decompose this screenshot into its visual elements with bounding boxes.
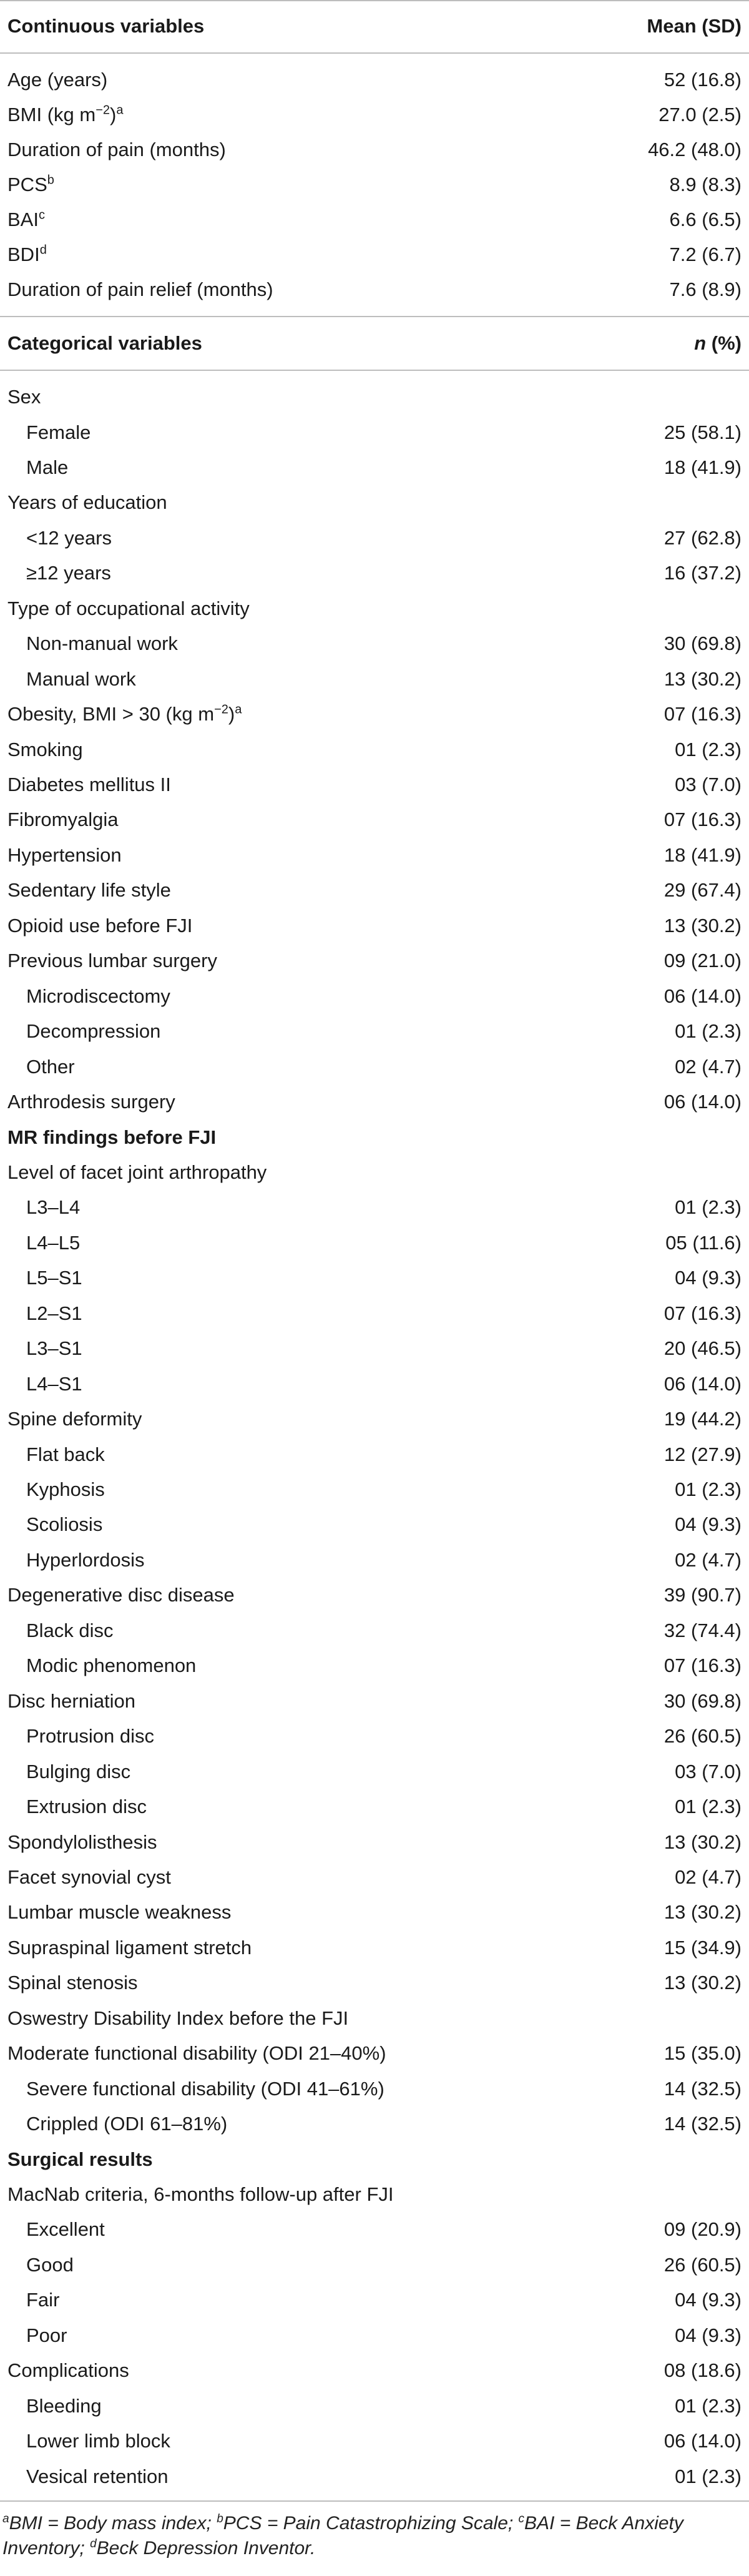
table-row <box>0 1507 749 1542</box>
row-label-text: Bleeding <box>26 2394 102 2417</box>
row-label-text: Moderate functional disability (ODI 21–40%) <box>7 2042 386 2065</box>
table-row <box>0 1613 749 1648</box>
row-label <box>26 1261 82 1295</box>
row-label <box>7 2001 348 2036</box>
table-row <box>0 237 749 272</box>
row-value: 52 (16.8) <box>663 69 742 91</box>
row-value: 02 (4.7) <box>675 1548 742 1571</box>
table-row <box>0 1331 749 1366</box>
row-label-text: Degenerative disc disease <box>7 1584 235 1606</box>
row-value: 18 (41.9) <box>663 843 742 866</box>
row-label <box>7 1155 267 1190</box>
row-value: 03 (7.0) <box>675 1760 742 1782</box>
table-row <box>0 943 749 978</box>
row-label <box>26 1050 75 1084</box>
row-label-text: Disc herniation <box>7 1689 136 1712</box>
row-label <box>7 732 83 767</box>
row-label <box>26 1648 196 1683</box>
row-value: 06 (14.0) <box>663 2430 742 2452</box>
row-label-text: Microdiscectomy <box>26 985 170 1007</box>
row-label <box>26 521 112 556</box>
table-row <box>0 2248 749 2283</box>
table-row <box>0 2389 749 2424</box>
row-label <box>26 1226 80 1261</box>
row-label-text: ≥12 years <box>26 562 111 584</box>
row-label-text: Sex <box>7 386 41 408</box>
table-row <box>0 380 749 415</box>
table-row <box>0 697 749 732</box>
table-row <box>0 1648 749 1683</box>
row-value: 07 (16.3) <box>663 1302 742 1324</box>
table-row <box>0 873 749 908</box>
header-continuous-value: Mean (SD) <box>647 15 742 37</box>
table-row <box>0 1014 749 1049</box>
row-value: 09 (20.9) <box>663 2218 742 2241</box>
row-value: 15 (34.9) <box>663 1936 742 1959</box>
table-row <box>0 1190 749 1225</box>
row-label <box>7 1825 157 1860</box>
row-value: 25 (58.1) <box>663 421 742 443</box>
top-rule <box>0 0 749 1</box>
table-row <box>0 2072 749 2107</box>
row-label-text: Poor <box>26 2324 67 2346</box>
row-value: 08 (18.6) <box>663 2359 742 2382</box>
table-row <box>0 1930 749 1965</box>
row-value: 30 (69.8) <box>663 1689 742 1712</box>
section-heading-row <box>0 1120 749 1155</box>
row-label <box>26 1190 80 1225</box>
table-row <box>0 272 749 307</box>
table-row <box>0 1578 749 1613</box>
row-value: 01 (2.3) <box>675 2394 742 2417</box>
row-label-text: Surgical results <box>7 2148 153 2170</box>
row-value: 02 (4.7) <box>675 1866 742 1888</box>
row-value: 27 (62.8) <box>663 526 742 549</box>
bottom-rule <box>0 2500 749 2502</box>
row-label <box>7 380 41 415</box>
row-label-text: PCS <box>7 174 47 195</box>
row-label <box>26 1367 82 1402</box>
row-label-text: ) <box>228 703 235 725</box>
row-label-footnote-mark: d <box>39 243 47 257</box>
row-label <box>7 943 217 978</box>
row-label-text: Diabetes mellitus II <box>7 774 171 795</box>
table-row <box>0 485 749 520</box>
table-row <box>0 838 749 873</box>
row-label <box>7 1684 135 1719</box>
row-label <box>7 1578 235 1613</box>
row-label <box>26 626 178 661</box>
header-categorical-value <box>694 326 742 361</box>
row-value: 02 (4.7) <box>675 1055 742 1078</box>
row-label <box>7 485 167 520</box>
table-footnote <box>2 2511 745 2561</box>
row-label-text: Facet synovial cyst <box>7 1866 171 1888</box>
row-label <box>7 1402 142 1437</box>
row-label <box>7 2036 386 2071</box>
row-label <box>26 2459 168 2494</box>
table-row <box>0 1895 749 1930</box>
table-row <box>0 132 749 167</box>
row-value: 04 (9.3) <box>675 2289 742 2311</box>
row-label-text: Spondylolisthesis <box>7 1831 157 1853</box>
table-row <box>0 2212 749 2247</box>
row-label <box>26 2248 74 2283</box>
row-value: 39 (90.7) <box>663 1584 742 1606</box>
row-label <box>26 1613 114 1648</box>
footnote-text: BMI = Body mass index; <box>9 2513 217 2534</box>
row-label <box>7 1895 231 1930</box>
header-categorical <box>0 326 749 361</box>
row-value: 13 (30.2) <box>663 914 742 937</box>
row-label <box>26 662 136 697</box>
footnote-text: PCS = Pain Catastrophizing Scale; <box>223 2513 519 2534</box>
row-label <box>26 1507 102 1542</box>
row-label-text: Type of occupational activity <box>7 597 250 619</box>
section-heading-row <box>0 2142 749 2177</box>
table-row <box>0 979 749 1014</box>
table-row <box>0 2107 749 2141</box>
row-value: 14 (32.5) <box>663 2113 742 2135</box>
table-row <box>0 1789 749 1824</box>
row-label <box>26 2424 170 2459</box>
row-label <box>7 2353 129 2388</box>
row-label-text: Black disc <box>26 1619 114 1641</box>
table-row <box>0 1084 749 1119</box>
table-row <box>0 1367 749 1402</box>
row-label-text: Manual work <box>26 667 136 690</box>
row-label-text: Years of education <box>7 491 167 514</box>
table-row <box>0 2283 749 2318</box>
row-label-text: Crippled (ODI 61–81%) <box>26 2113 228 2135</box>
row-label-text: Spine deformity <box>7 1408 142 1430</box>
header-rule <box>0 52 749 54</box>
table-row <box>0 908 749 943</box>
row-label <box>7 1860 171 1895</box>
row-label-text: Spinal stenosis <box>7 1972 138 1994</box>
table-row <box>0 97 749 132</box>
row-label-text: Other <box>26 1055 75 1078</box>
row-label <box>7 202 45 237</box>
row-label <box>26 1789 147 1824</box>
row-value: 01 (2.3) <box>675 1020 742 1043</box>
row-label-text: Supraspinal ligament stretch <box>7 1936 252 1959</box>
row-label <box>26 2283 59 2318</box>
row-label-text: Fair <box>26 2289 60 2311</box>
table-row <box>0 202 749 237</box>
row-label <box>26 450 68 485</box>
row-label-text: Female <box>26 421 91 443</box>
row-label <box>26 2212 105 2247</box>
row-label-text: MacNab criteria, 6-months follow-up after FJI <box>7 2183 394 2205</box>
row-label <box>7 591 250 626</box>
row-value: 01 (2.3) <box>675 1478 742 1500</box>
row-value: 03 (7.0) <box>675 774 742 795</box>
row-label-text: BDI <box>7 243 40 265</box>
footnote-mark: a <box>2 2512 9 2525</box>
row-label-text: L4–L5 <box>26 1231 81 1254</box>
row-label <box>7 1965 138 2000</box>
row-value: 01 (2.3) <box>675 1796 742 1817</box>
row-label <box>26 2389 102 2424</box>
row-label-text: Male <box>26 456 69 478</box>
row-value: 01 (2.3) <box>675 2465 742 2487</box>
row-label-text: <12 years <box>26 526 112 549</box>
row-value: 04 (9.3) <box>675 1267 742 1289</box>
table-row <box>0 450 749 485</box>
row-value: 30 (69.8) <box>663 632 742 655</box>
footnote-text: Beck Depression Inventor. <box>96 2538 316 2559</box>
row-label <box>7 167 54 202</box>
row-label-text: Lower limb block <box>26 2430 170 2452</box>
row-label-text: Arthrodesis surgery <box>7 1091 175 1113</box>
row-label-text: Hypertension <box>7 843 122 866</box>
table-row <box>0 591 749 626</box>
row-label <box>7 1120 216 1155</box>
row-value: 27.0 (2.5) <box>658 104 742 125</box>
row-label-text: L3–S1 <box>26 1337 82 1360</box>
table-row <box>0 1860 749 1895</box>
row-label <box>7 237 47 272</box>
footnote-mark: b <box>217 2512 223 2525</box>
row-label <box>26 1719 154 1754</box>
table-row <box>0 1296 749 1331</box>
row-value: 01 (2.3) <box>675 1196 742 1219</box>
header-continuous <box>0 9 749 44</box>
row-label-text: Hyperlordosis <box>26 1548 145 1571</box>
table-row <box>0 1472 749 1507</box>
table-row <box>0 1719 749 1754</box>
row-value: 19 (44.2) <box>663 1408 742 1430</box>
row-value: 06 (14.0) <box>663 1091 742 1113</box>
row-value: 07 (16.3) <box>663 1654 742 1677</box>
row-label-footnote-mark: a <box>235 702 242 717</box>
table-row <box>0 1226 749 1261</box>
footnote-mark: d <box>90 2537 97 2550</box>
row-label-sup: −2 <box>214 702 228 717</box>
row-label-text: Severe functional disability (ODI 41–61%) <box>26 2077 384 2100</box>
row-value: 8.9 (8.3) <box>669 174 742 195</box>
table-row <box>0 167 749 202</box>
header-continuous-label: Continuous variables <box>7 15 205 37</box>
row-value: 13 (30.2) <box>663 1831 742 1853</box>
row-label <box>26 1437 105 1472</box>
row-label <box>7 908 192 943</box>
row-label-text: L4–S1 <box>26 1372 82 1395</box>
row-label <box>7 1084 175 1119</box>
row-label-footnote-mark: a <box>116 103 124 117</box>
header-rule <box>0 370 749 371</box>
row-label-text: Kyphosis <box>26 1478 105 1500</box>
row-label <box>26 979 170 1014</box>
row-value: 26 (60.5) <box>663 2253 742 2276</box>
header-pct: (%) <box>706 332 742 354</box>
header-categorical-label: Categorical variables <box>7 332 202 354</box>
row-label-footnote-mark: b <box>47 173 54 187</box>
row-label-sup: −2 <box>95 103 110 117</box>
table-row <box>0 521 749 556</box>
table-row <box>0 802 749 837</box>
row-label-text: Extrusion disc <box>26 1796 147 1817</box>
row-label-text: Good <box>26 2253 74 2276</box>
row-label-text: Fibromyalgia <box>7 809 119 831</box>
table-row <box>0 2459 749 2494</box>
table-row <box>0 1155 749 1190</box>
row-label <box>26 2072 384 2107</box>
row-label-text: Opioid use before FJI <box>7 914 193 937</box>
row-value: 20 (46.5) <box>663 1337 742 1360</box>
row-value: 7.2 (6.7) <box>669 243 742 265</box>
row-value: 26 (60.5) <box>663 1725 742 1748</box>
row-value: 01 (2.3) <box>675 738 742 760</box>
row-label-footnote-mark: c <box>38 208 45 222</box>
row-label-text: Lumbar muscle weakness <box>7 1901 232 1924</box>
row-value: 07 (16.3) <box>663 809 742 831</box>
row-label <box>26 1543 145 1578</box>
row-value: 14 (32.5) <box>663 2077 742 2100</box>
row-value: 46.2 (48.0) <box>648 139 742 160</box>
header-n: n <box>694 332 707 354</box>
table-row <box>0 732 749 767</box>
table-row <box>0 2353 749 2388</box>
row-label-text: BMI (kg m <box>7 104 96 125</box>
table-row <box>0 62 749 97</box>
table-row <box>0 2424 749 2459</box>
row-label-text: Smoking <box>7 738 83 760</box>
table-row <box>0 2177 749 2212</box>
table-row <box>0 556 749 591</box>
footnote-text: BAI = Beck Anxiety Inventory; <box>2 2513 683 2559</box>
table-row <box>0 1965 749 2000</box>
table-row <box>0 662 749 697</box>
row-label-text: MR findings before FJI <box>7 1126 217 1148</box>
row-label-text: Non-manual work <box>26 632 178 655</box>
row-value: 16 (37.2) <box>663 562 742 584</box>
row-value: 04 (9.3) <box>675 1513 742 1536</box>
row-value: 6.6 (6.5) <box>669 209 742 230</box>
row-label-text: Vesical retention <box>26 2465 169 2487</box>
row-value: 32 (74.4) <box>663 1619 742 1641</box>
row-value: 7.6 (8.9) <box>669 278 742 300</box>
row-label-text: Bulging disc <box>26 1760 131 1782</box>
table-row <box>0 2036 749 2071</box>
row-label <box>26 1472 105 1507</box>
row-label <box>7 767 171 802</box>
row-label-text: Modic phenomenon <box>26 1654 197 1677</box>
row-label <box>7 97 124 132</box>
table-row <box>0 1684 749 1719</box>
row-label-text: Oswestry Disability Index before the FJI <box>7 2007 349 2029</box>
row-label <box>7 802 118 837</box>
table-row <box>0 1543 749 1578</box>
row-value: 13 (30.2) <box>663 1901 742 1924</box>
row-value: 13 (30.2) <box>663 667 742 690</box>
table-row <box>0 1402 749 1437</box>
row-label <box>7 2142 153 2177</box>
section-rule <box>0 316 749 317</box>
row-label: Duration of pain (months) <box>7 139 226 160</box>
row-value: 06 (14.0) <box>663 985 742 1007</box>
row-label <box>7 2177 394 2212</box>
row-label <box>26 1331 82 1366</box>
table-row <box>0 2001 749 2036</box>
row-label-text: Previous lumbar surgery <box>7 950 217 972</box>
row-value: 18 (41.9) <box>663 456 742 478</box>
row-label-text: Complications <box>7 2359 129 2382</box>
row-value: 07 (16.3) <box>663 703 742 725</box>
row-label <box>26 415 91 450</box>
row-label: Age (years) <box>7 69 108 91</box>
row-label <box>7 873 171 908</box>
row-label: Duration of pain relief (months) <box>7 278 273 300</box>
table-row <box>0 1050 749 1084</box>
table-row <box>0 767 749 802</box>
row-label <box>7 697 242 732</box>
table-row <box>0 626 749 661</box>
row-label-text: Protrusion disc <box>26 1725 155 1748</box>
row-label-text: BAI <box>7 209 39 230</box>
row-label <box>26 2107 227 2141</box>
row-label <box>26 1296 82 1331</box>
row-label <box>26 556 111 591</box>
row-value: 15 (35.0) <box>663 2042 742 2065</box>
table-row <box>0 1825 749 1860</box>
table-row <box>0 2318 749 2353</box>
row-value: 05 (11.6) <box>665 1231 742 1254</box>
row-label-text: Sedentary life style <box>7 879 171 902</box>
row-label <box>26 2318 67 2353</box>
table-row <box>0 1261 749 1295</box>
row-label <box>7 838 122 873</box>
row-label-text: L5–S1 <box>26 1267 82 1289</box>
row-value: 12 (27.9) <box>663 1443 742 1465</box>
row-label <box>26 1754 130 1789</box>
row-label-text: Obesity, BMI > 30 (kg m <box>7 703 215 725</box>
row-label-text: Decompression <box>26 1020 161 1043</box>
row-value: 06 (14.0) <box>663 1372 742 1395</box>
row-label-text: Scoliosis <box>26 1513 103 1536</box>
row-value: 04 (9.3) <box>675 2324 742 2346</box>
table-row <box>0 1437 749 1472</box>
row-label-text: ) <box>110 104 117 125</box>
table-row <box>0 1754 749 1789</box>
row-label-text: Level of facet joint arthropathy <box>7 1161 267 1183</box>
row-value: 09 (21.0) <box>663 950 742 972</box>
row-label-text: Flat back <box>26 1443 105 1465</box>
row-label-text: Excellent <box>26 2218 105 2241</box>
row-value: 13 (30.2) <box>663 1972 742 1994</box>
row-label-text: L2–S1 <box>26 1302 82 1324</box>
row-label <box>26 1014 160 1049</box>
row-label <box>7 1930 252 1965</box>
footnote-mark: c <box>518 2512 525 2525</box>
row-value: 29 (67.4) <box>663 879 742 902</box>
table-row <box>0 415 749 450</box>
row-label-text: L3–L4 <box>26 1196 81 1219</box>
